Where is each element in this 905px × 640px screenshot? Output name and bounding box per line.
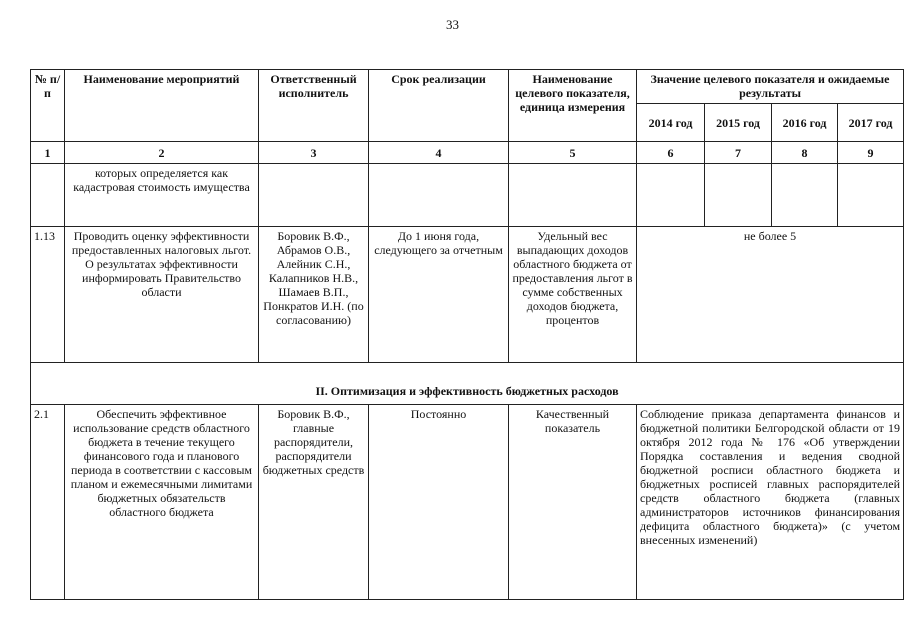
- table-cell: [838, 164, 904, 227]
- header-year-2016: 2016 год: [772, 104, 838, 142]
- responsible-executors: Боровик В.Ф., главные распорядители, распорядители бюджетных средств: [259, 405, 369, 600]
- table-cell: [259, 164, 369, 227]
- continuation-name: которых определяется как кадастровая стоимость имущества: [65, 164, 259, 227]
- header-row-top: [31, 70, 904, 104]
- column-number: 5: [509, 142, 637, 164]
- continuation-row: [31, 164, 904, 227]
- table-cell: [772, 164, 838, 227]
- header-indicator: Наименование целевого показателя, единица измерения: [509, 70, 637, 142]
- measures-table: [30, 69, 904, 600]
- target-indicator: Качественный показатель: [509, 405, 637, 600]
- responsible-executors: Боровик В.Ф., Абрамов О.В., Алейник С.Н., Калапников Н.В., Шамаев В.П., Понкратов И.Н. (по согласованию): [259, 227, 369, 363]
- table-cell: [509, 164, 637, 227]
- column-number: 6: [637, 142, 705, 164]
- measure-name: Проводить оценку эффективности предоставленных налоговых льгот. О результатах эффективности информировать Правительство области: [65, 227, 259, 363]
- table-cell: [31, 164, 65, 227]
- row-number: 1.13: [31, 227, 65, 363]
- page-number: 33: [446, 17, 459, 32]
- header-name: Наименование мероприятий: [65, 70, 259, 142]
- column-number: 9: [838, 142, 904, 164]
- column-number: 2: [65, 142, 259, 164]
- column-number: 8: [772, 142, 838, 164]
- measure-name: Обеспечить эффективное использование средств областного бюджета в течение текущего финансового года и планового периода в соответствии с кассовым планом и ежемесячными лимитами бюджетных обязательств областного бюджета: [65, 405, 259, 600]
- header-year-2015: 2015 год: [705, 104, 772, 142]
- header-term: Срок реализации: [369, 70, 509, 142]
- column-number: 4: [369, 142, 509, 164]
- target-value: Соблюдение приказа департамента финансов и бюджетной политики Белгородской области от 19 октября 2012 года № 176 «Об утверждении Порядка составления и ведения сводной бюджетной росписи областного бюджета и бюджетных росписей главных распорядителей средств областного бюджета (главных администраторов источников финансирования дефицита областного бюджета)» (с учетом внесенных изменений): [637, 405, 904, 600]
- column-numbers-row: [31, 142, 904, 164]
- table-cell: [705, 164, 772, 227]
- table-cell: [637, 164, 705, 227]
- header-responsible: Ответственный исполнитель: [259, 70, 369, 142]
- target-indicator: Удельный вес выпадающих доходов областного бюджета от предоставления льгот в сумме собственных доходов бюджета, процентов: [509, 227, 637, 363]
- section-title: II. Оптимизация и эффективность бюджетных расходов: [31, 363, 904, 405]
- table-row-2-1: [31, 405, 904, 600]
- table-row-1-13: [31, 227, 904, 363]
- implementation-term: До 1 июня года, следующего за отчетным: [369, 227, 509, 363]
- column-number: 1: [31, 142, 65, 164]
- implementation-term: Постоянно: [369, 405, 509, 600]
- header-year-2014: 2014 год: [637, 104, 705, 142]
- section-2-row: [31, 363, 904, 405]
- header-year-2017: 2017 год: [838, 104, 904, 142]
- target-value: не более 5: [637, 227, 904, 363]
- column-number: 3: [259, 142, 369, 164]
- header-num: № п/п: [31, 70, 65, 142]
- row-number: 2.1: [31, 405, 65, 600]
- header-values-group: Значение целевого показателя и ожидаемые результаты: [637, 70, 904, 104]
- column-number: 7: [705, 142, 772, 164]
- table-cell: [369, 164, 509, 227]
